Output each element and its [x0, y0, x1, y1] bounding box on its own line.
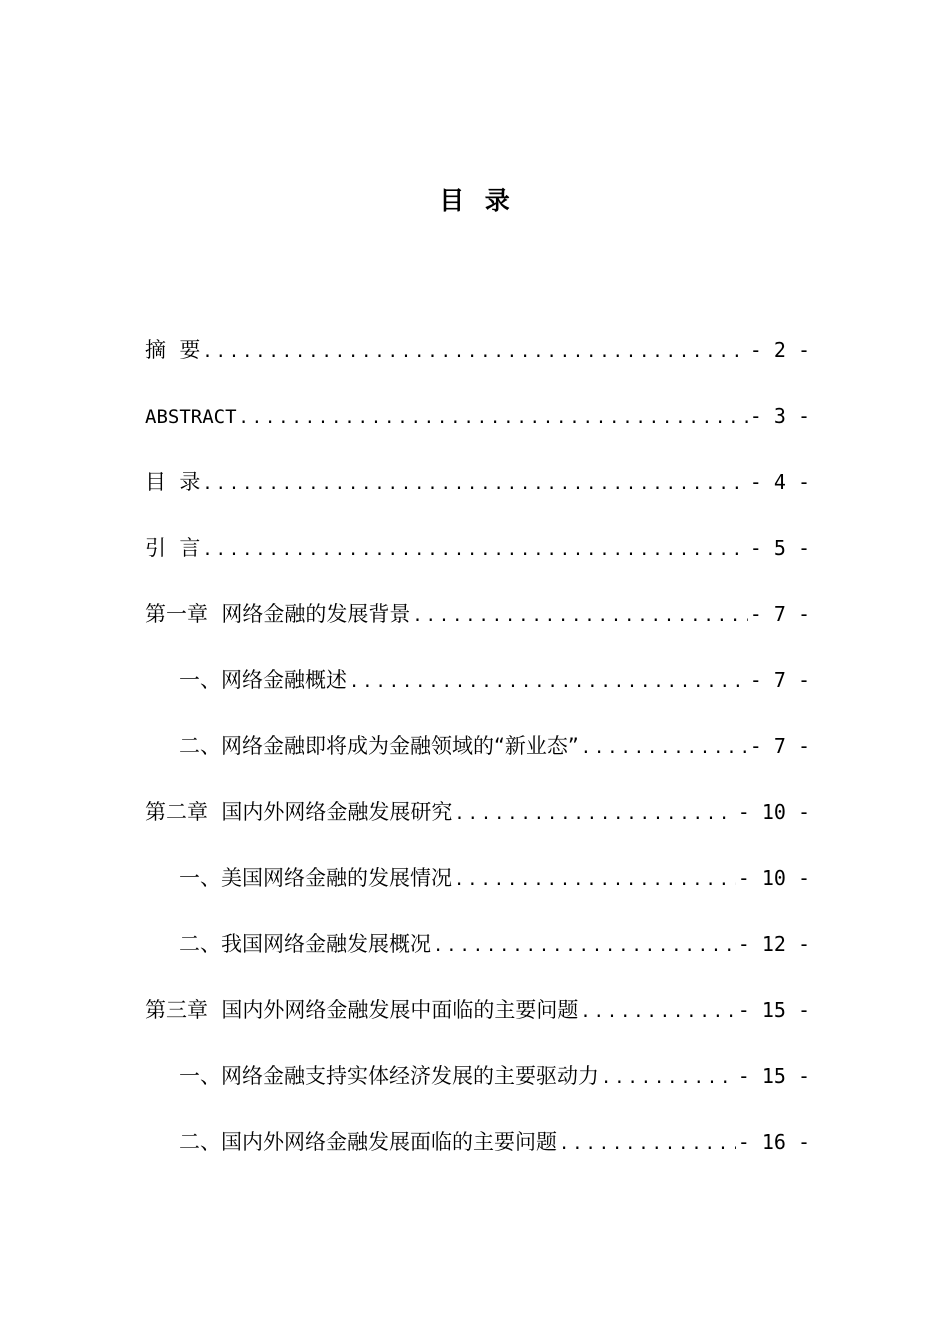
- toc-page-number: - 7 -: [749, 668, 810, 692]
- toc-page-number: - 7 -: [749, 602, 810, 626]
- toc-entry-chapter-1-section-1[interactable]: [145, 662, 810, 728]
- toc-entry-chapter-1-section-2[interactable]: [145, 728, 810, 794]
- toc-entry-label: 一、网络金融概述: [179, 668, 347, 692]
- toc-entry-label: 第二章 国内外网络金融发展研究: [145, 800, 453, 824]
- toc-entry-contents[interactable]: [145, 464, 810, 530]
- toc-dot-leader: [559, 1126, 736, 1162]
- toc-entry-chapter-3-section-1[interactable]: [145, 1058, 810, 1124]
- toc-dot-leader: [433, 928, 736, 964]
- toc-page-number: - 3 -: [749, 404, 810, 428]
- toc-page-number: - 2 -: [749, 338, 810, 362]
- toc-page-number: - 5 -: [749, 536, 810, 560]
- toc-dot-leader: [454, 862, 736, 898]
- toc-dot-leader: [454, 796, 735, 832]
- page-title: 目 录: [439, 186, 511, 215]
- toc-entry-label: 目 录: [145, 470, 201, 494]
- toc-entry-label: 引 言: [145, 536, 201, 560]
- toc-entry-label: 摘 要: [145, 338, 201, 362]
- toc-entry-label: 二、我国网络金融发展概况: [179, 932, 431, 956]
- toc-dot-leader: [202, 334, 747, 370]
- toc-entry-label: 第一章 网络金融的发展背景: [145, 602, 411, 626]
- toc-entry-label: 二、国内外网络金融发展面临的主要问题: [179, 1130, 557, 1154]
- toc-entry-abstract-cn[interactable]: [145, 332, 810, 398]
- toc-entry-introduction[interactable]: [145, 530, 810, 596]
- toc-page-number: - 16 -: [737, 1130, 810, 1154]
- toc-entry-label: 第三章 国内外网络金融发展中面临的主要问题: [145, 998, 579, 1022]
- toc-dot-leader: [239, 400, 748, 436]
- toc-dot-leader: [580, 994, 735, 1030]
- toc-dot-leader: [581, 730, 748, 766]
- toc-entry-chapter-2[interactable]: [145, 794, 810, 860]
- toc-entry-chapter-3[interactable]: [145, 992, 810, 1058]
- toc-entry-chapter-1[interactable]: [145, 596, 810, 662]
- toc-page-number: - 15 -: [737, 998, 810, 1022]
- toc-dot-leader: [202, 466, 747, 502]
- toc-dot-leader: [349, 664, 748, 700]
- toc-page-number: - 4 -: [749, 470, 810, 494]
- toc-entry-chapter-3-section-2[interactable]: [145, 1124, 810, 1190]
- toc-entry-abstract-en[interactable]: [145, 398, 810, 464]
- toc-dot-leader: [202, 532, 747, 568]
- table-of-contents: [145, 332, 810, 1190]
- toc-dot-leader: [601, 1060, 736, 1096]
- toc-page-number: - 10 -: [737, 866, 810, 890]
- toc-entry-label: ABSTRACT: [145, 406, 237, 428]
- toc-entry-chapter-2-section-1[interactable]: [145, 860, 810, 926]
- toc-dot-leader: [412, 598, 747, 634]
- toc-page-number: - 10 -: [737, 800, 810, 824]
- toc-entry-label: 一、网络金融支持实体经济发展的主要驱动力: [179, 1064, 599, 1088]
- toc-page-number: - 15 -: [737, 1064, 810, 1088]
- toc-page-number: - 7 -: [749, 734, 810, 758]
- toc-page-number: - 12 -: [737, 932, 810, 956]
- toc-entry-label: 一、美国网络金融的发展情况: [179, 866, 452, 890]
- toc-entry-label: 二、网络金融即将成为金融领域的“新业态”: [179, 734, 579, 758]
- toc-entry-chapter-2-section-2[interactable]: [145, 926, 810, 992]
